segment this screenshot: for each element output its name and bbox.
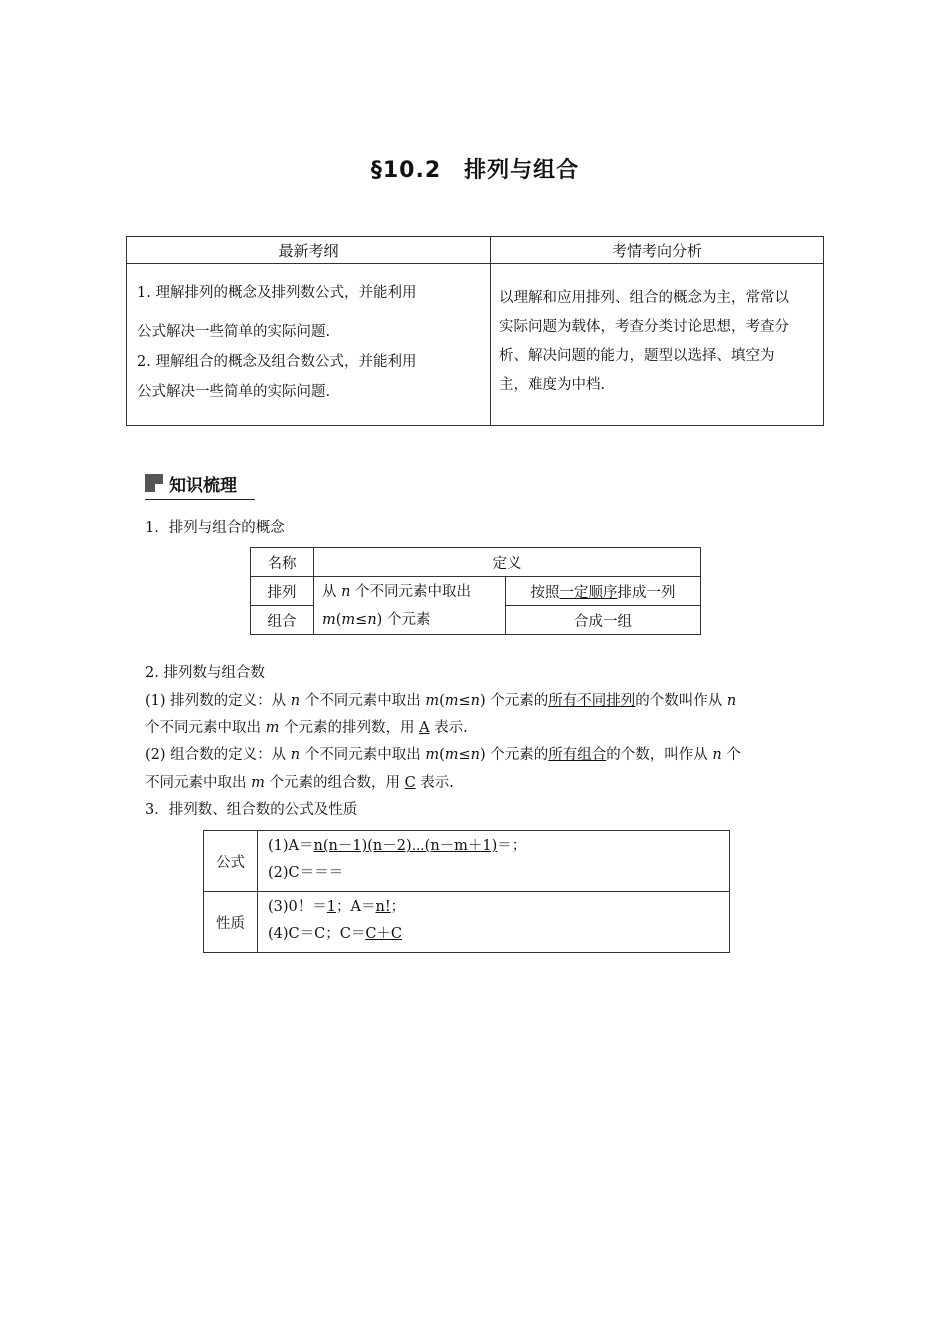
header-latest-syllabus: 最新考纲: [127, 237, 491, 264]
section-heading: [145, 471, 255, 500]
analysis-line: 以理解和应用排列、组合的概念为主，常常以: [499, 290, 789, 306]
item2-p2-line1: (2) 组合数的定义：从 n 个不同元素中取出 m(m≤n) 个元素的所有组合的个数，叫作从 n 个: [145, 747, 741, 763]
concept-table: [250, 547, 701, 635]
header-name: 名称: [251, 548, 314, 577]
header-exam-analysis: 考情考向分析: [491, 237, 824, 264]
syllabus-cell: [127, 264, 491, 426]
item2-heading: 2. 排列数与组合数: [145, 665, 265, 681]
overview-table: [126, 236, 824, 426]
row-combination-name: 组合: [251, 606, 314, 635]
row-formula-content: (1)A＝n(n－1)(n－2)⋯(n－m＋1)＝； (2)C＝＝＝: [258, 831, 730, 892]
item1-heading: 1．排列与组合的概念: [145, 520, 285, 536]
row-permutation-name: 排列: [251, 577, 314, 606]
analysis-cell: [491, 264, 824, 426]
header-definition: 定义: [314, 548, 701, 577]
formula-table: [203, 830, 730, 953]
row-combination-definition: 合成一组: [506, 606, 701, 635]
common-definition: 从 n 个不同元素中取出 m(m≤n) 个元素: [314, 577, 506, 635]
row-property-label: 性质: [204, 892, 258, 953]
analysis-line: 主，难度为中档.: [499, 377, 606, 393]
syllabus-line: 公式解决一些简单的实际问题.: [137, 324, 331, 340]
item2-p1-line1: (1) 排列数的定义：从 n 个不同元素中取出 m(m≤n) 个元素的所有不同排列的个数叫作从 n: [145, 693, 737, 709]
item2-p2-line2: 不同元素中取出 m 个元素的组合数，用 C 表示.: [145, 775, 454, 791]
section-square-icon: [145, 474, 163, 492]
row-property-content: (3)0！＝1；A＝n!； (4)C＝C；C＝C＋C: [258, 892, 730, 953]
page-title: §10.2 排列与组合: [370, 158, 580, 183]
row-permutation-definition: 按照一定顺序排成一列: [506, 577, 701, 606]
analysis-line: 实际问题为载体，考查分类讨论思想，考查分: [499, 319, 789, 335]
row-formula-label: 公式: [204, 831, 258, 892]
syllabus-line: 1. 理解排列的概念及排列数公式，并能利用: [137, 285, 417, 301]
analysis-line: 析、解决问题的能力，题型以选择、填空为: [499, 348, 775, 364]
syllabus-line: 2. 理解组合的概念及组合数公式，并能利用: [137, 354, 417, 370]
item3-heading: 3．排列数、组合数的公式及性质: [145, 802, 358, 818]
item2-p1-line2: 个不同元素中取出 m 个元素的排列数，用 A 表示.: [145, 720, 468, 736]
section-heading-text: 知识梳理: [169, 476, 237, 496]
syllabus-line: 公式解决一些简单的实际问题.: [137, 384, 331, 400]
